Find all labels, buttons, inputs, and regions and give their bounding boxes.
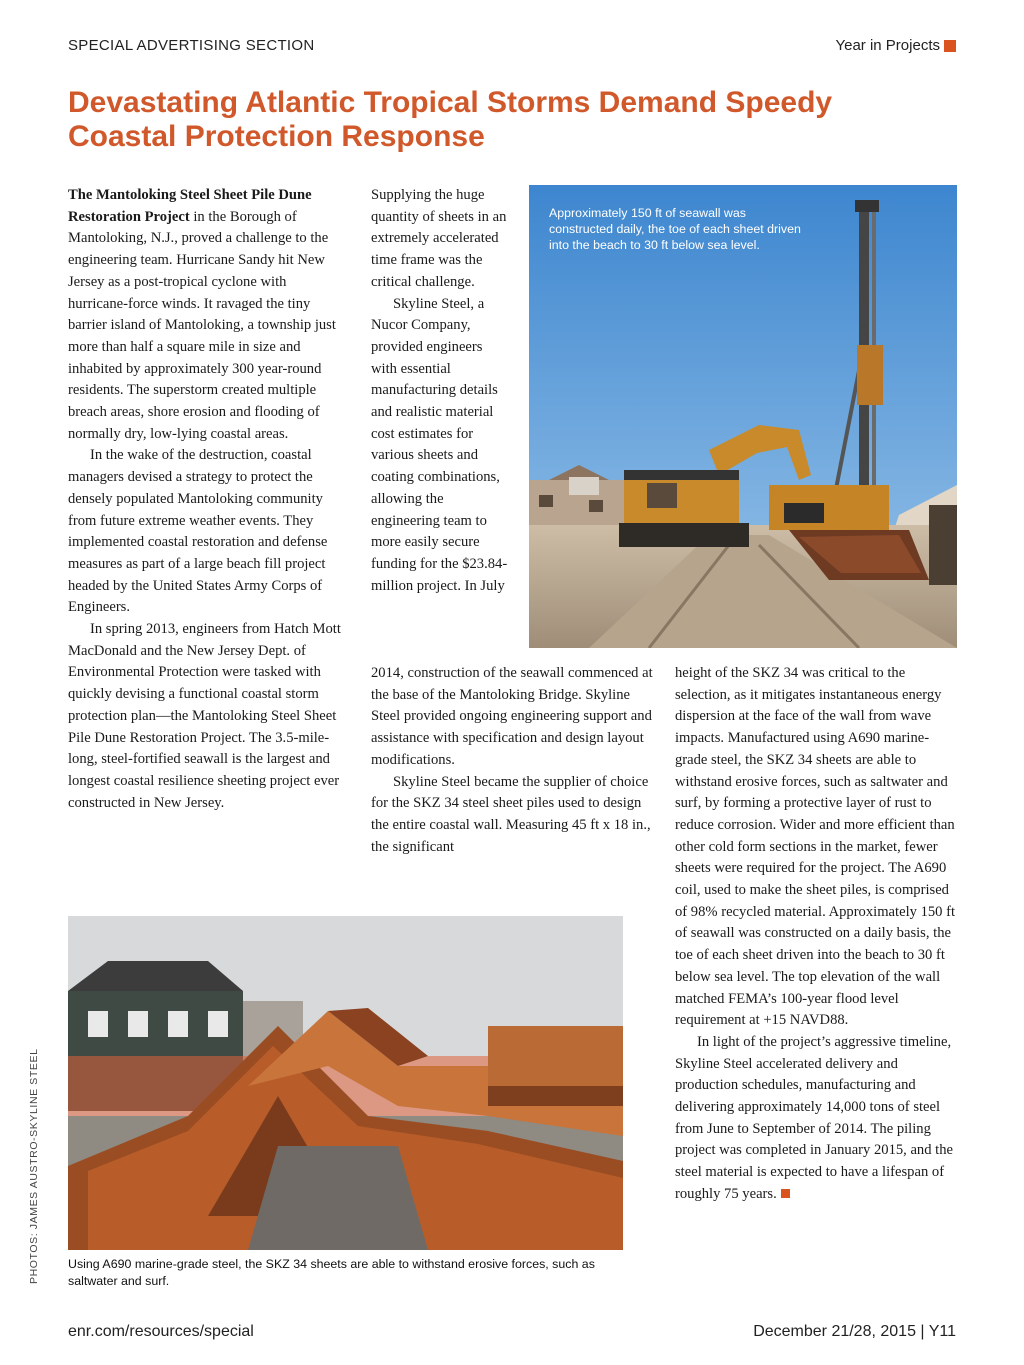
orange-square-icon	[944, 40, 956, 52]
footer-date-page: December 21/28, 2015 | Y11	[753, 1323, 956, 1340]
photo-credit: PHOTOS: JAMES AUSTRO-SKYLINE STEEL	[28, 1048, 40, 1284]
photo-sheet-piles	[68, 916, 623, 1250]
paragraph-6: Skyline Steel became the supplier of choice for the SKZ 34 steel sheet piles used to design the entire coastal wall. Measuring 45 ft x 18 in., the significant	[371, 773, 651, 855]
paragraph-4: Supplying the huge quantity of sheets in an extremely accelerated time frame was the critical challenge.	[371, 187, 507, 290]
paragraph-5a: Skyline Steel, a Nucor Company, provided engineers with essential manufacturing details and realistic material cost estimates for various sheets and coating combinations, allowing the engineering team to more easily secure funding for the $23.84-million project. In July	[371, 295, 508, 594]
column-2-lower	[371, 663, 653, 858]
category-label	[835, 37, 956, 54]
sheet-piles-illustration	[68, 916, 623, 1250]
paragraph-8-text: In light of the project’s aggressive timeline, Skyline Steel accelerated delivery and production schedules, manufacturing and delivering approximately 14,000 tons of steel from June to September of 2014. The piling project was completed in January 2015, and the steel material is expected to have a lifespan of roughly 75 years.	[675, 1033, 954, 1202]
category-text: Year in Projects	[835, 37, 940, 54]
headline: Devastating Atlantic Tropical Storms Demand Speedy Coastal Protection Response	[68, 86, 833, 153]
paragraph-7: height of the SKZ 34 was critical to the selection, as it mitigates instantaneous energy dispersion at the face of the wall from wave impacts. Manufactured using A690 marine-grade steel, the SKZ 34 sheets are able to withstand erosive forces, such as saltwater and surf, by forming a protective layer of rust to reduce corrosion. Wider and more efficient than other cold form sections in the market, fewer sheets were required for the project. The A690 coil, used to make the sheet piles, is comprised of 98% recycled material. Approximately 150 ft of seawall was constructed on a daily basis, the toe of each sheet driven into the beach to 30 ft below sea level. The top elevation of the wall matched FEMA’s 100-year flood level requirement at +15 NAVD88.	[675, 665, 956, 1029]
column-1	[68, 185, 350, 814]
paragraph-1	[68, 185, 350, 445]
footer-url[interactable]: enr.com/resources/special	[68, 1323, 254, 1340]
paragraph-3: In spring 2013, engineers from Hatch Mott MacDonald and the New Jersey Dept. of Environmental Protection were tasked with quickly devising a functional coastal storm protection plan—the Mantoloking Steel Sheet Pile Dune Restoration Project. The 3.5-mile-long, steel-fortified seawall is the largest and longest coastal resilience sheeting project ever constructed in New Jersey.	[68, 621, 341, 811]
paragraph-1-text: in the Borough of Mantoloking, N.J., proved a challenge to the engineering team. Hurricane Sandy hit New Jersey as a post-tropical cyclone with hurricane-force winds. It ravaged the tiny barrier island of Mantoloking, a township just more than half a square mile in size and inhabited by approximately 300 year-round residents. The superstorm created multiple breach areas, shore erosion and flooding of normally dry, low-lying coastal areas.	[68, 208, 336, 442]
column-2-upper	[371, 185, 511, 597]
paragraph-8	[675, 1032, 957, 1206]
photo-pile-driver	[529, 185, 957, 648]
paragraph-2: In the wake of the destruction, coastal managers devised a strategy to protect the densely populated Mantoloking community from future extreme weather events. They implemented coastal restoration and defense measures as part of a large beach fill project headed by the United States Army Corps of Engineers.	[68, 447, 328, 616]
top-photo-caption: Approximately 150 ft of seawall was constructed daily, the toe of each sheet driven into the beach to 30 ft below sea level.	[549, 206, 801, 253]
column-3	[675, 663, 957, 1206]
lead-bold-text: The Mantoloking Steel Sheet Pile Dune Restoration Project	[68, 187, 312, 225]
bottom-photo-caption: Using A690 marine-grade steel, the SKZ 34 sheets are able to withstand erosive forces, such as saltwater and surf.	[68, 1257, 595, 1288]
end-mark-icon	[781, 1189, 790, 1198]
section-label: SPECIAL ADVERTISING SECTION	[68, 37, 315, 54]
paragraph-5b: 2014, construction of the seawall commenced at the base of the Mantoloking Bridge. Skyline Steel provided ongoing engineering support and assistance with specification and design layout modifications.	[371, 665, 653, 768]
pile-driver-illustration	[529, 185, 957, 648]
